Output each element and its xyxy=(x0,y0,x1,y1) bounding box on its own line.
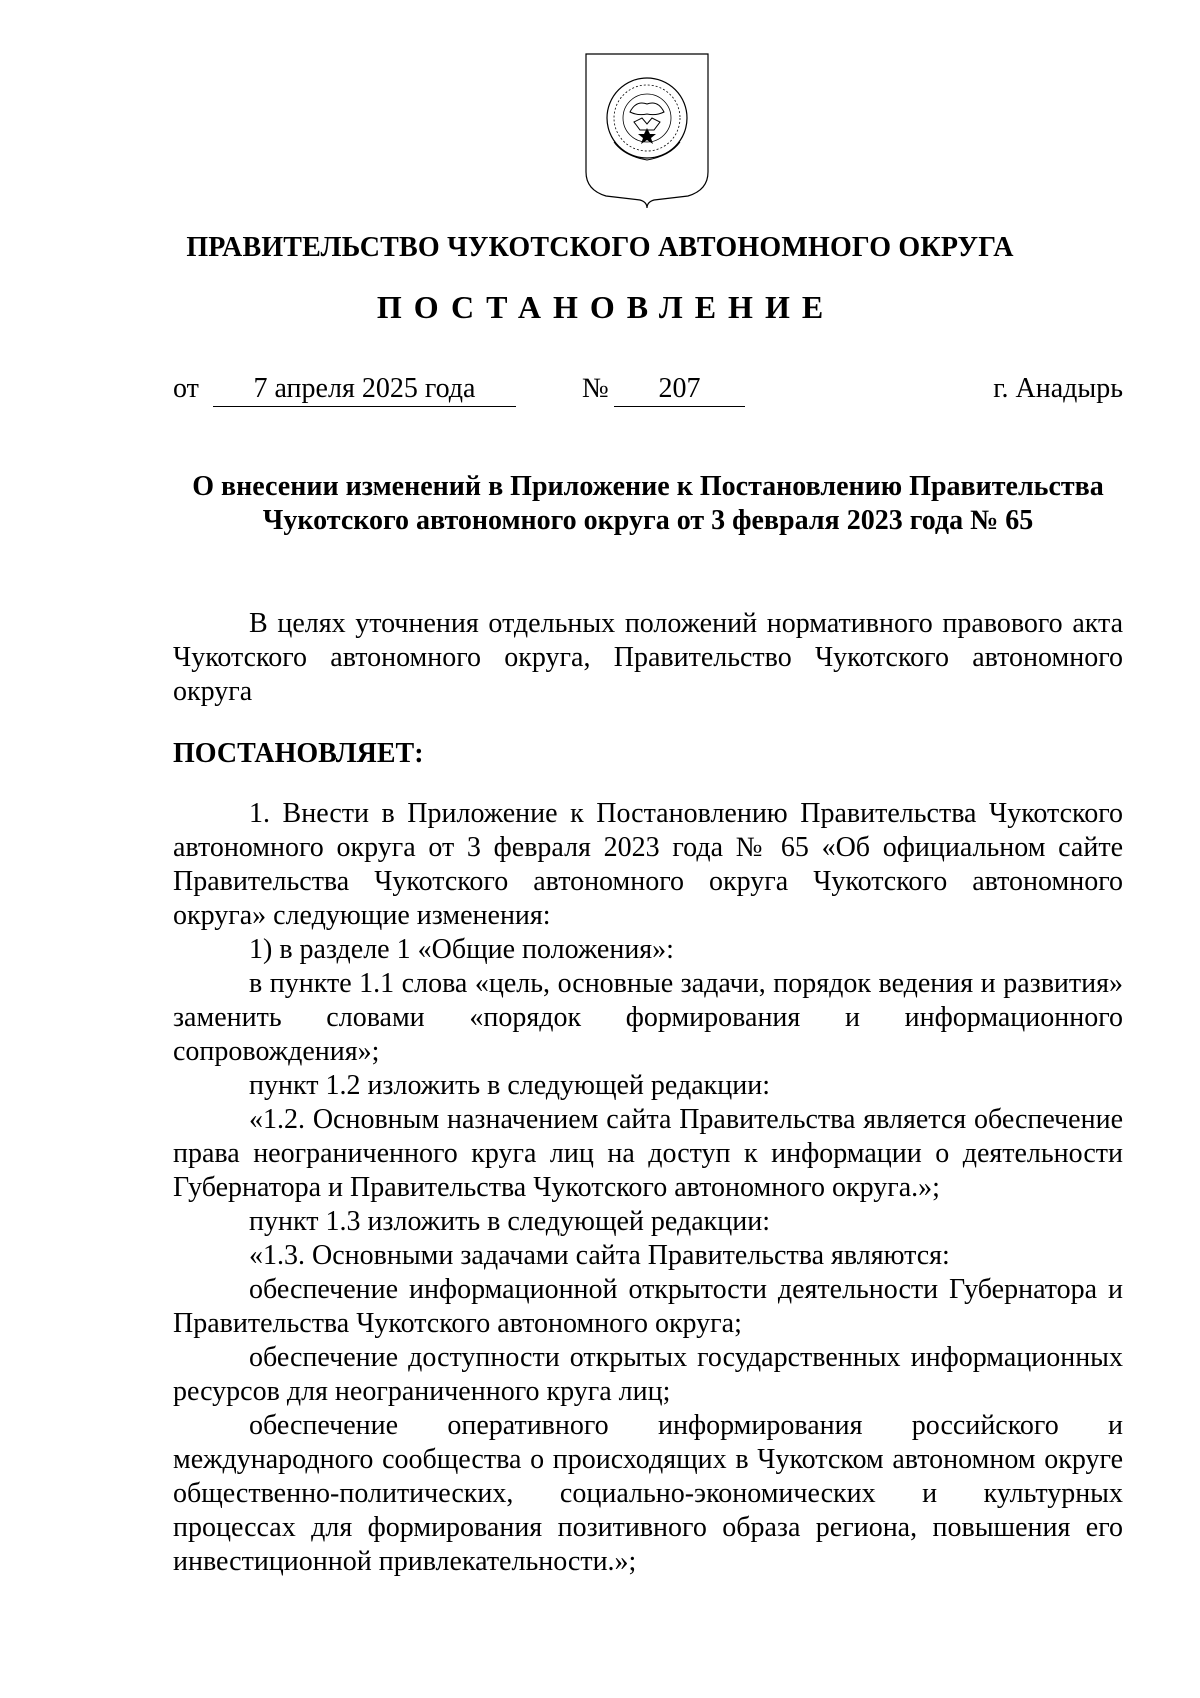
document-date: 7 апреля 2025 года xyxy=(213,372,516,407)
government-title: ПРАВИТЕЛЬСТВО ЧУКОТСКОГО АВТОНОМНОГО ОКРУГА xyxy=(186,232,1014,263)
number-sign: № xyxy=(582,373,609,404)
coat-of-arms-emblem xyxy=(584,52,710,210)
paragraph: пункт 1.2 изложить в следующей редакции: xyxy=(249,1070,770,1101)
preamble-text: В целях уточнения отдельных положений нормативного правового акта Чукотского автономного округа, Правительство Чукотского автономного округа xyxy=(173,608,1123,707)
paragraph: пункт 1.3 изложить в следующей редакции: xyxy=(249,1206,770,1237)
paragraph: обеспечение информационной открытости деятельности Губернатора и Правительства Чукотского автономного округа; xyxy=(173,1274,1123,1339)
paragraph: «1.3. Основными задачами сайта Правительства являются: xyxy=(249,1240,950,1271)
paragraph: обеспечение оперативного информирования российского и международного сообщества о происходящих в Чукотском автономном округе общественно-политических, социально-экономических и культурных процессах для формирования позитивного образа региона, повышения его инвестиционной привлекательности.»; xyxy=(173,1410,1123,1577)
date-number-line xyxy=(173,372,1123,412)
decree-body xyxy=(173,797,1123,1579)
paragraph: 1) в разделе 1 «Общие положения»: xyxy=(249,934,674,965)
paragraph: обеспечение доступности открытых государственных информационных ресурсов для неограниченного круга лиц; xyxy=(173,1342,1123,1407)
city-name: г. Анадырь xyxy=(993,373,1123,404)
document-subject: О внесении изменений в Приложение к Постановлению Правительства Чукотского автономного округа от 3 февраля 2023 года № 65 xyxy=(192,471,1104,536)
from-label: от xyxy=(173,373,199,404)
preamble xyxy=(173,607,1123,709)
paragraph: в пункте 1.1 слова «цель, основные задачи, порядок ведения и развития» заменить словами «порядок формирования и информационного сопровождения»; xyxy=(173,968,1123,1067)
paragraph: 1. Внести в Приложение к Постановлению Правительства Чукотского автономного округа от 3 февраля 2023 года № 65 «Об официальном сайте Правительства Чукотского автономного округа Чукотского автономного округа» следующие изменения: xyxy=(173,798,1123,931)
document-number: 207 xyxy=(614,372,745,407)
document-type-title: ПОСТАНОВЛЕНИЕ xyxy=(376,289,836,325)
paragraph: «1.2. Основным назначением сайта Правительства является обеспечение права неограниченного круга лиц на доступ к информации о деятельности Губернатора и Правительства Чукотского автономного округа.»; xyxy=(173,1104,1123,1203)
decree-word: ПОСТАНОВЛЯЕТ: xyxy=(173,738,424,769)
